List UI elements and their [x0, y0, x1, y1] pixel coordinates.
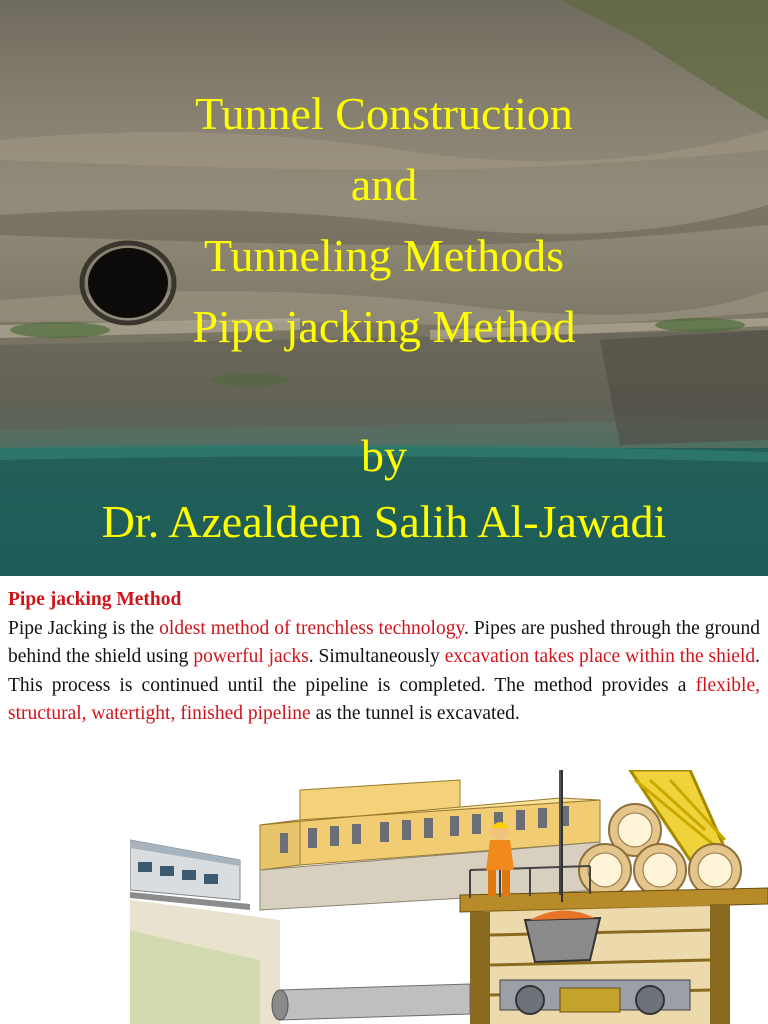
title-line-4: Pipe jacking Method: [192, 301, 576, 352]
title-line-3: Tunneling Methods: [204, 230, 564, 281]
text-segment: Pipe Jacking is the: [8, 617, 160, 639]
article: [8, 586, 760, 729]
pipe-jacking-illustration: [130, 770, 768, 1024]
article-paragraph: [8, 615, 760, 729]
text-segment: . This process is continued until the pipeline is completed. The method provides a: [8, 646, 760, 696]
highlighted-text: powerful jacks: [193, 646, 309, 667]
highlighted-text: excavation takes place within the shield: [444, 646, 756, 667]
text-segment: as the tunnel is excavated.: [310, 703, 520, 724]
highlighted-text: flexible, structural, watertight, finished pipeline: [8, 674, 760, 724]
title-line-2: and: [350, 159, 418, 210]
author-name: Dr. Azealdeen Salih Al-Jawadi: [101, 496, 667, 547]
text-segment: . Simultaneously: [308, 646, 445, 667]
slide-title: [0, 78, 768, 362]
article-heading: Pipe jacking Method: [8, 589, 182, 610]
by-label: by: [361, 430, 407, 481]
highlighted-text: oldest method of trenchless technology: [159, 617, 464, 639]
building-illustration: [260, 780, 600, 910]
title-line-1: Tunnel Construction: [195, 88, 573, 139]
text-segment: . Pipes are pushed through the ground behind the shield using: [8, 617, 760, 667]
jacked-pipe-illustration: [272, 984, 470, 1020]
